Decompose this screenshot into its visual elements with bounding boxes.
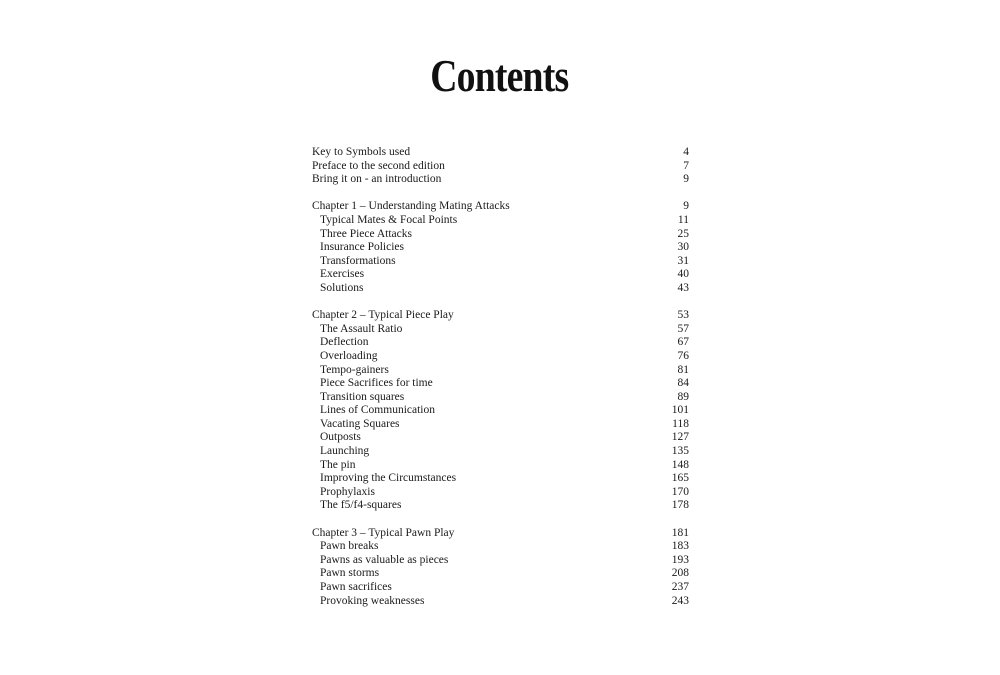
toc-entry-label: Pawn sacrifices (320, 581, 392, 593)
toc-entry[interactable] (312, 241, 689, 255)
toc-entry-label: Piece Sacrifices for time (320, 377, 433, 390)
toc-entry-label: Overloading (320, 349, 378, 362)
toc-entry[interactable] (312, 472, 689, 486)
toc-entry[interactable] (312, 486, 689, 500)
toc-chapter-label: Chapter 3 – Typical Pawn Play (312, 526, 455, 539)
toc-entry-label: Prophylaxis (320, 485, 375, 498)
toc-entry[interactable] (312, 214, 689, 228)
toc-entry-label: Lines of Communication (320, 404, 435, 417)
toc-entry-page: 81 (677, 363, 689, 376)
toc-entry[interactable] (312, 146, 689, 160)
toc-entry[interactable] (312, 404, 689, 418)
toc-entry[interactable] (312, 499, 689, 513)
toc-entry-label: Provoking weaknesses (320, 594, 425, 607)
toc-chapter-heading[interactable] (312, 527, 689, 541)
toc-entry-page: 67 (677, 336, 689, 349)
toc-entry-label: Tempo-gainers (320, 363, 389, 376)
toc-entry[interactable] (312, 445, 689, 459)
toc-entry-page: 118 (672, 417, 689, 430)
toc-entry-page: 208 (671, 567, 689, 580)
toc-entry-label: Vacating Squares (320, 417, 400, 430)
toc-entry[interactable] (312, 567, 689, 581)
toc-entry[interactable] (312, 377, 689, 391)
toc-entry[interactable] (312, 459, 689, 473)
toc-entry-label: Typical Mates & Focal Points (320, 213, 458, 226)
toc-entry-label: Launching (320, 445, 370, 458)
toc-entry-page: 4 (683, 146, 689, 158)
toc-entry-page: 40 (677, 268, 689, 281)
page-title: Contents (430, 50, 569, 101)
toc-entry-page: 135 (671, 445, 689, 458)
toc-chapter-heading[interactable] (312, 200, 689, 214)
toc-entry-label: Transformations (320, 254, 396, 267)
toc-entry-page: 165 (671, 472, 689, 485)
toc-entry-page: 89 (677, 390, 689, 403)
toc-entry-label: The f5/f4-squares (320, 499, 402, 512)
toc-entry[interactable] (312, 173, 689, 187)
toc-entry-page: 193 (671, 553, 689, 566)
toc-entry-page: 25 (677, 227, 689, 240)
toc-entry-page: 170 (671, 485, 689, 498)
toc-entry-label: Bring it on - an introduction (312, 173, 442, 186)
toc-chapter-page: 53 (677, 309, 689, 322)
toc-chapter-page: 181 (671, 526, 689, 539)
toc-entry-label: The pin (320, 458, 356, 471)
toc-entry[interactable] (312, 431, 689, 445)
toc-entry-label: Three Piece Attacks (320, 227, 412, 240)
toc-entry-page: 101 (671, 404, 689, 417)
toc-entry-page: 31 (677, 254, 689, 267)
toc-entry-label: Improving the Circumstances (320, 472, 457, 485)
toc-entry[interactable] (312, 282, 689, 296)
toc-entry-label: Deflection (320, 336, 369, 349)
toc-entry-page: 57 (677, 322, 689, 335)
toc-entry[interactable] (312, 581, 689, 595)
toc-entry-label: Transition squares (320, 390, 405, 403)
table-of-contents (312, 146, 689, 622)
toc-entry[interactable] (312, 554, 689, 568)
toc-entry-page: 127 (671, 431, 689, 444)
toc-entry[interactable] (312, 228, 689, 242)
toc-entry-page: 76 (677, 349, 689, 362)
toc-entry-label: Pawn breaks (320, 540, 379, 553)
toc-entry-label: Preface to the second edition (312, 159, 445, 172)
toc-entry[interactable] (312, 160, 689, 174)
toc-chapter-2 (312, 309, 689, 513)
toc-entry-page: 237 (671, 581, 689, 593)
toc-entry-label: Outposts (320, 431, 361, 444)
toc-entry-page: 43 (677, 281, 689, 294)
toc-chapter-1 (312, 200, 689, 295)
toc-entry-page: 243 (671, 594, 689, 607)
toc-front-matter (312, 146, 689, 187)
toc-entry-page: 84 (677, 377, 689, 390)
toc-entry[interactable] (312, 364, 689, 378)
toc-entry-label: Insurance Policies (320, 241, 404, 254)
toc-chapter-heading[interactable] (312, 309, 689, 323)
toc-entry-label: Pawns as valuable as pieces (320, 553, 449, 566)
toc-entry[interactable] (312, 255, 689, 269)
toc-entry-label: Solutions (320, 281, 364, 294)
toc-entry[interactable] (312, 418, 689, 432)
toc-entry[interactable] (312, 268, 689, 282)
toc-entry-label: The Assault Ratio (320, 322, 403, 335)
toc-entry[interactable] (312, 323, 689, 337)
toc-chapter-label: Chapter 2 – Typical Piece Play (312, 309, 454, 322)
toc-chapter-label: Chapter 1 – Understanding Mating Attacks (312, 200, 510, 213)
toc-entry[interactable] (312, 540, 689, 554)
toc-entry-label: Exercises (320, 268, 365, 281)
toc-entry-page: 30 (677, 241, 689, 254)
toc-entry[interactable] (312, 595, 689, 609)
toc-entry-label: Pawn storms (320, 567, 380, 580)
toc-chapter-3 (312, 527, 689, 609)
toc-entry-page: 178 (671, 499, 689, 512)
toc-entry[interactable] (312, 391, 689, 405)
toc-entry-page: 9 (683, 173, 689, 186)
toc-entry-page: 11 (677, 213, 689, 226)
toc-chapter-page: 9 (683, 200, 689, 213)
toc-entry[interactable] (312, 350, 689, 364)
toc-entry[interactable] (312, 336, 689, 350)
toc-entry-label: Key to Symbols used (312, 146, 411, 158)
toc-entry-page: 148 (671, 458, 689, 471)
toc-entry-page: 183 (671, 540, 689, 553)
toc-entry-page: 7 (683, 159, 689, 172)
